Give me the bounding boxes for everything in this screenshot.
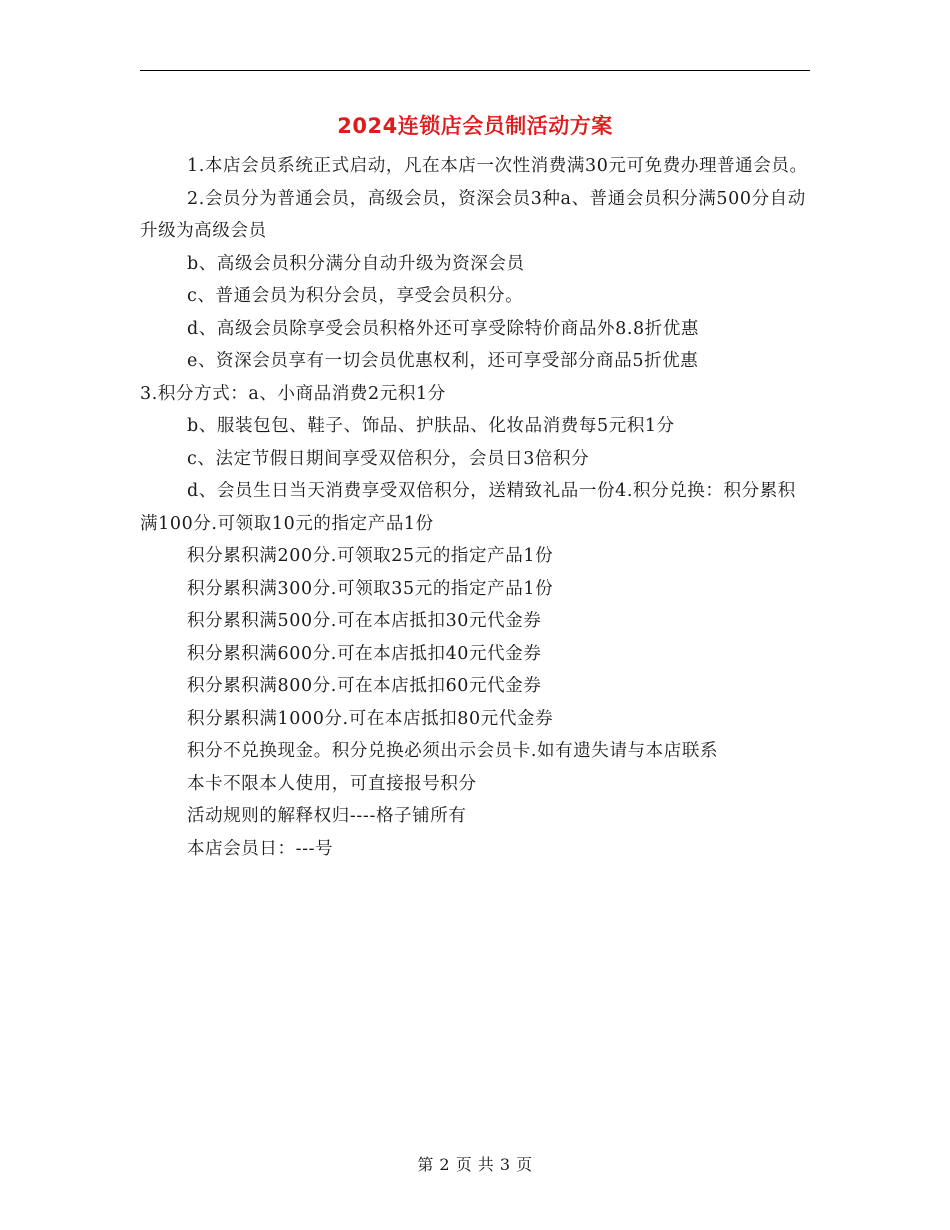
paragraph: 积分累积满1000分.可在本店抵扣80元代金券 [187, 708, 554, 729]
paragraph: e、资深会员享有一切会员优惠权利，还可享受部分商品5折优惠 [187, 351, 699, 371]
paragraph: 1.本店会员系统正式启动，凡在本店一次性消费满30元可免费办理普通会员。 [187, 156, 808, 176]
paragraph: 积分累积满500分.可在本店抵扣30元代金券 [187, 611, 542, 631]
paragraph: 本店会员日：---号 [187, 838, 334, 859]
paragraph: 3.积分方式：a、小商品消费2元积1分 [140, 383, 446, 404]
paragraph: 本卡不限本人使用，可直接报号积分 [187, 773, 477, 794]
paragraph: 2.会员分为普通会员，高级会员，资深会员3种a、普通会员积分满500分自动升级为高级会员 [140, 188, 806, 241]
paragraph: d、会员生日当天消费享受双倍积分，送精致礼品一份4.积分兑换：积分累积满100分.可领取10元的指定产品1份 [140, 481, 796, 534]
paragraph: 积分不兑换现金。积分兑换必须出示会员卡.如有遗失请与本店联系 [187, 741, 719, 761]
document-title: 2024连锁店会员制活动方案 [337, 114, 613, 138]
paragraph: 积分累积满600分.可在本店抵扣40元代金券 [187, 643, 542, 664]
paragraph: 积分累积满300分.可领取35元的指定产品1份 [187, 578, 554, 599]
paragraph: 活动规则的解释权归----格子铺所有 [187, 806, 467, 826]
document-body [140, 150, 810, 865]
paragraph: c、普通会员为积分会员，享受会员积分。 [187, 286, 524, 306]
header-rule [140, 70, 810, 71]
paragraph: c、法定节假日期间享受双倍积分，会员日3倍积分 [187, 448, 590, 469]
page-number-footer: 第 2 页 共 3 页 [417, 1155, 533, 1174]
paragraph: d、高级会员除享受会员积格外还可享受除特价商品外8.8折优惠 [187, 318, 700, 339]
paragraph: 积分累积满200分.可领取25元的指定产品1份 [187, 546, 554, 566]
paragraph: b、高级会员积分满分自动升级为资深会员 [187, 253, 525, 274]
paragraph: 积分累积满800分.可在本店抵扣60元代金券 [187, 676, 542, 696]
paragraph: b、服装包包、鞋子、饰品、护肤品、化妆品消费每5元积1分 [187, 416, 675, 436]
